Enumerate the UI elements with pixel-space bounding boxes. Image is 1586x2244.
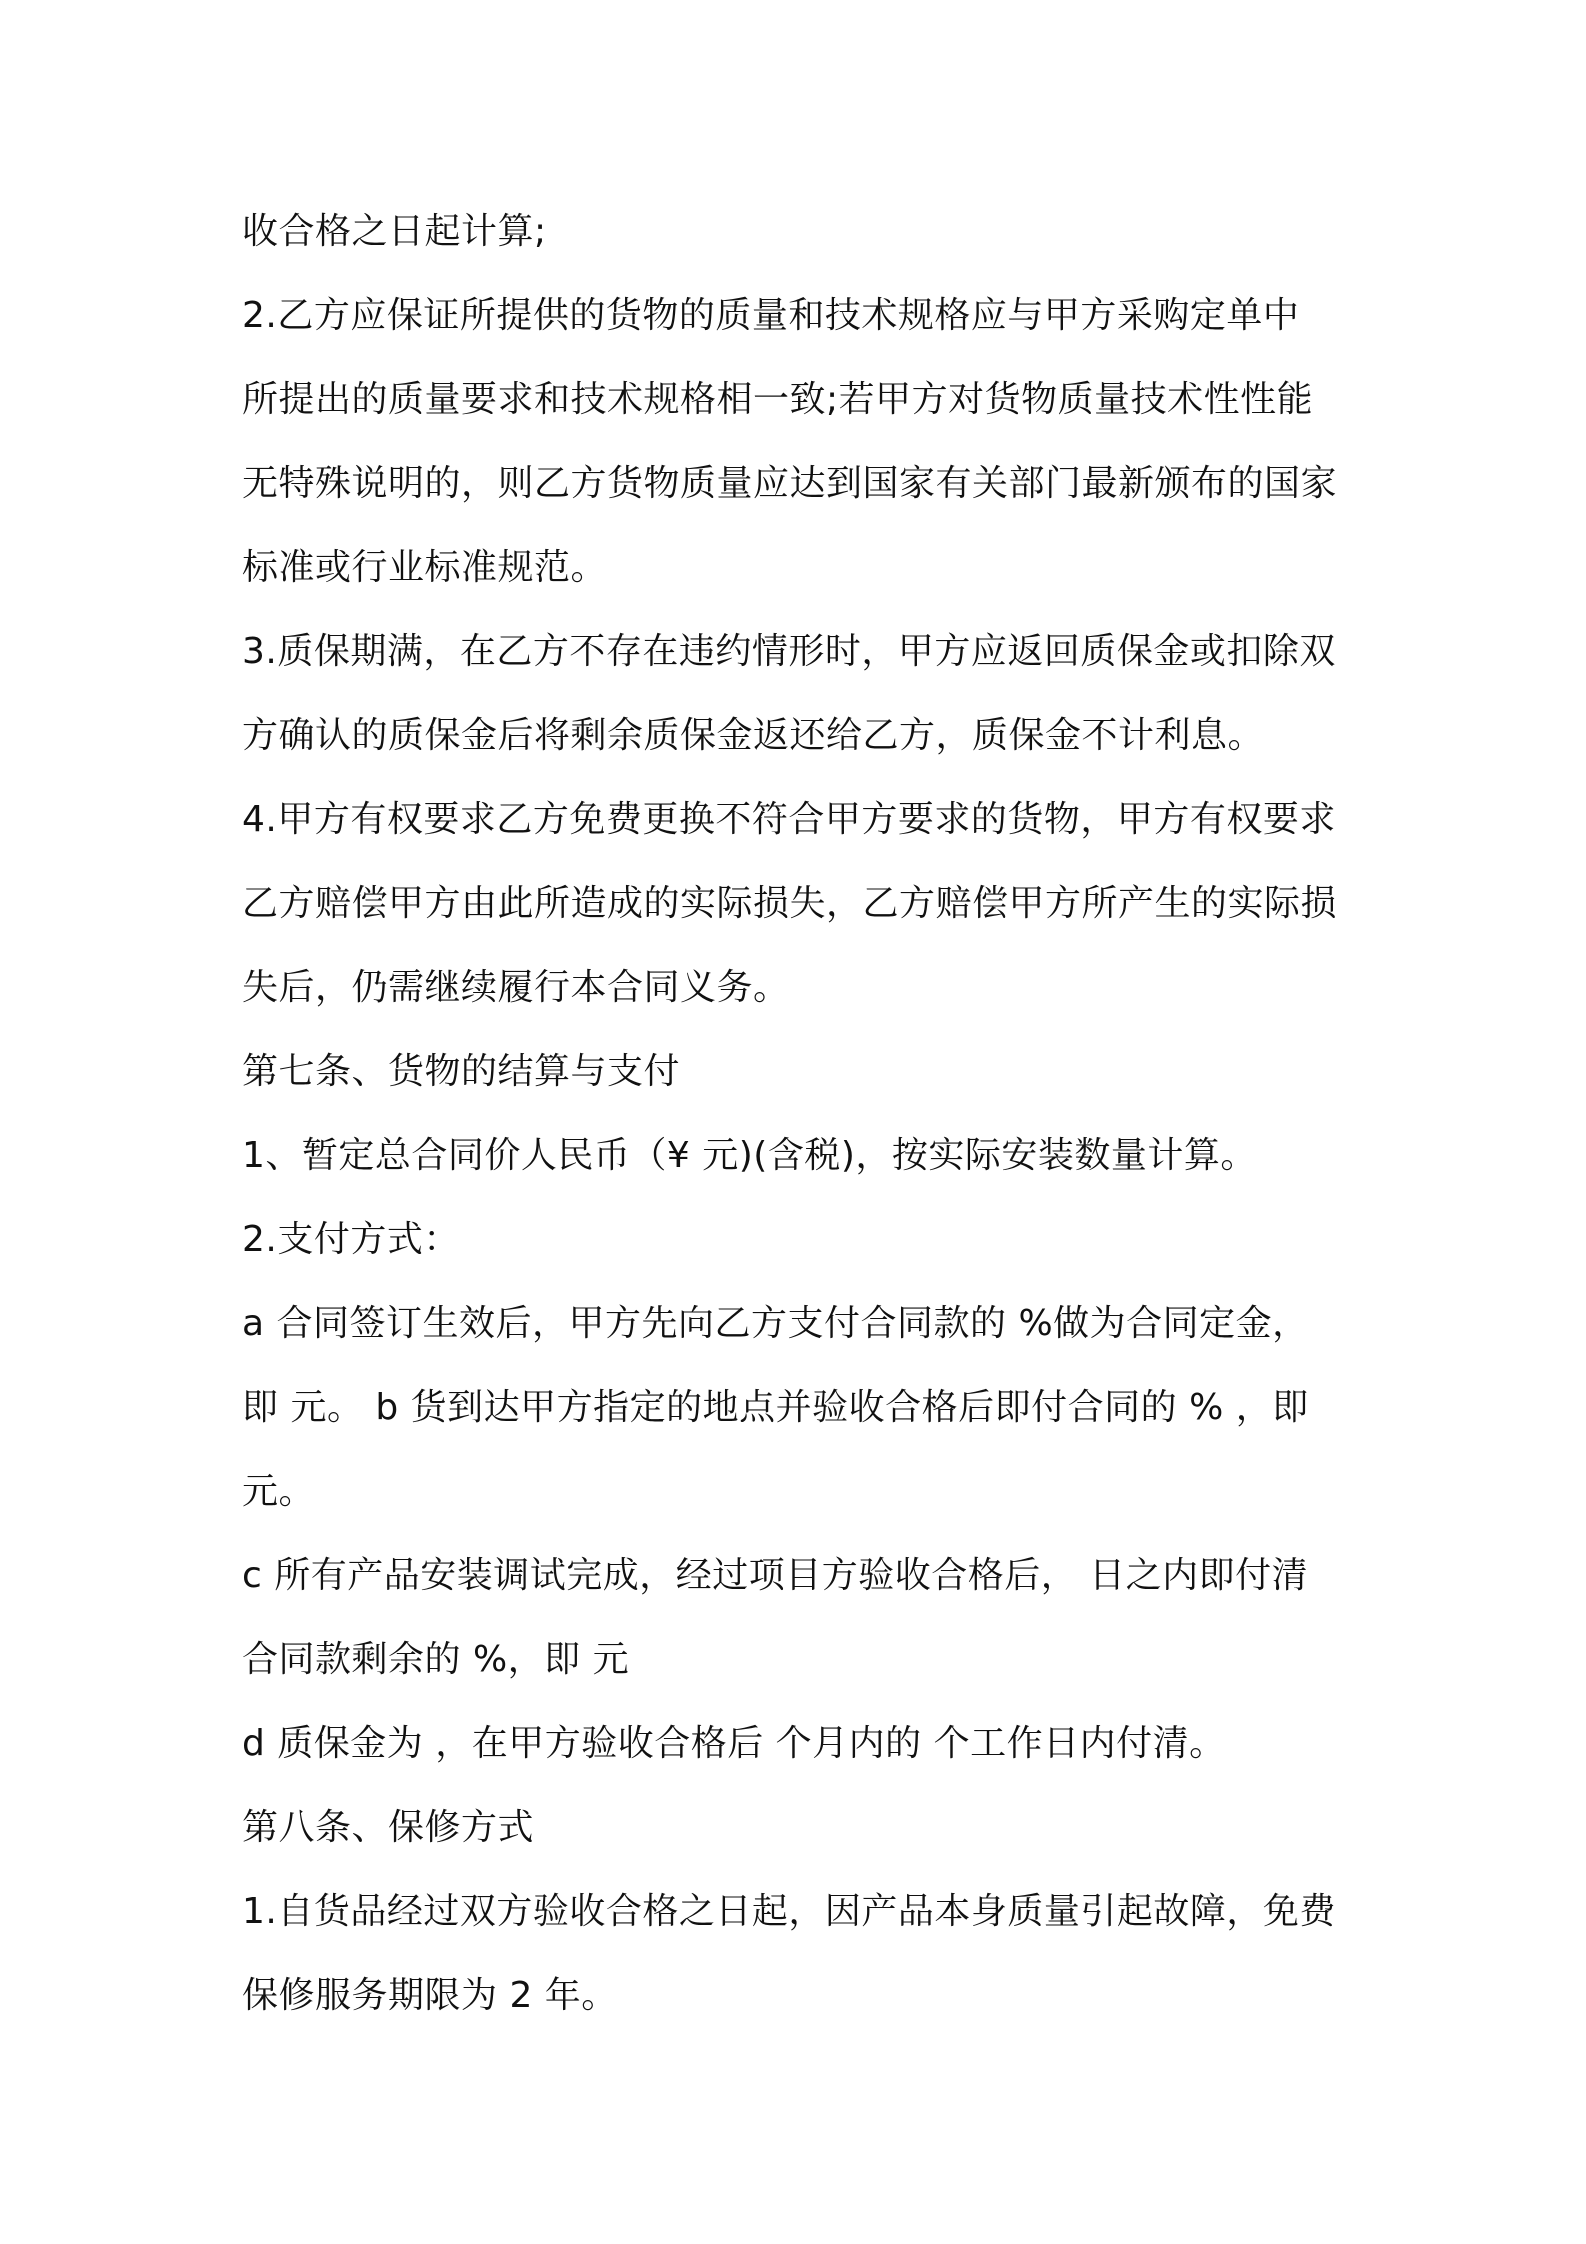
payment-total-line: 1、暂定总合同价人民币（¥ 元)(含税)，按实际安装数量计算。 xyxy=(242,1135,1257,1176)
text-line: 合同款剩余的 %，即 元 xyxy=(242,1639,630,1680)
section-heading-article-7: 第七条、货物的结算与支付 xyxy=(242,1051,681,1092)
payment-item-a: a 合同签订生效后，甲方先向乙方支付合同款的 %做为合同定金， xyxy=(242,1303,1309,1344)
text-line: 无特殊说明的，则乙方货物质量应达到国家有关部门最新颁布的国家 xyxy=(242,463,1338,504)
warranty-clause-1: 1.自货品经过双方验收合格之日起，因产品本身质量引起故障，免费 xyxy=(242,1891,1336,1932)
payment-item-d: d 质保金为 ，在甲方验收合格后 个月内的 个工作日内付清。 xyxy=(242,1723,1226,1764)
text-line: 元。 xyxy=(242,1471,316,1512)
text-line: 保修服务期限为 2 年。 xyxy=(242,1975,618,2016)
clause-2-line: 2.乙方应保证所提供的货物的质量和技术规格应与甲方采购定单中 xyxy=(242,295,1300,336)
clause-4-line: 4.甲方有权要求乙方免费更换不符合甲方要求的货物，甲方有权要求 xyxy=(242,799,1336,840)
text-line: 方确认的质保金后将剩余质保金返还给乙方，质保金不计利息。 xyxy=(242,715,1265,756)
text-line: 失后，仍需继续履行本合同义务。 xyxy=(242,967,790,1008)
text-line: 收合格之日起计算; xyxy=(242,211,547,252)
text-line: 乙方赔偿甲方由此所造成的实际损失，乙方赔偿甲方所产生的实际损 xyxy=(242,883,1338,924)
payment-item-c: c 所有产品安装调试完成，经过项目方验收合格后， 日之内即付清 xyxy=(242,1555,1309,1596)
payment-method-heading: 2.支付方式： xyxy=(242,1219,460,1260)
text-line: 所提出的质量要求和技术规格相一致;若甲方对货物质量技术性性能 xyxy=(242,379,1314,420)
section-heading-article-8: 第八条、保修方式 xyxy=(242,1807,535,1848)
document-page xyxy=(242,190,1352,2038)
text-line: 标准或行业标准规范。 xyxy=(242,547,608,588)
clause-3-line: 3.质保期满，在乙方不存在违约情形时，甲方应返回质保金或扣除双 xyxy=(242,631,1336,672)
payment-item-b: 即 元。 b 货到达甲方指定的地点并验收合格后即付合同的 % ，即 xyxy=(242,1387,1309,1428)
